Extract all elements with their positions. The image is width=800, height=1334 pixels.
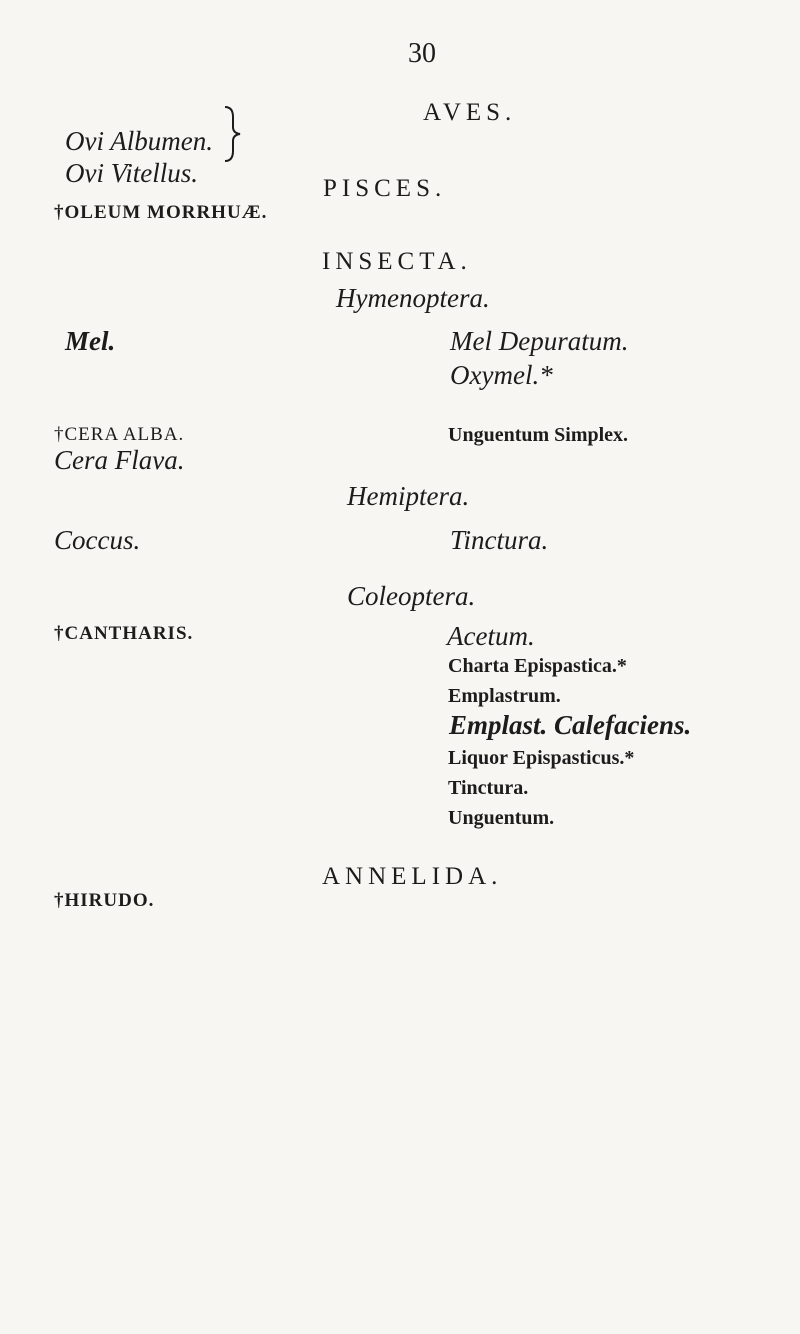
item-emplastrum: Emplastrum. <box>448 685 561 707</box>
item-charta-epispastica: Charta Epispastica.* <box>448 655 627 677</box>
page-number: 30 <box>408 38 436 69</box>
item-unguentum-simplex: Unguentum Simplex. <box>448 424 629 446</box>
subheading-hemiptera: Hemiptera. <box>347 481 470 511</box>
item-mel-depuratum: Mel Depuratum. <box>450 326 629 356</box>
item-cantharis: †CANTHARIS. <box>54 623 194 644</box>
item-ovi-vitellus: Ovi Vitellus. <box>65 158 198 188</box>
item-tinctura-italic: Tinctura. <box>450 525 549 555</box>
item-liquor-epispasticus: Liquor Epispasticus.* <box>448 747 635 769</box>
item-oxymel: Oxymel.* <box>450 360 553 390</box>
item-ovi-albumen: Ovi Albumen. <box>65 126 213 156</box>
heading-pisces: PISCES. <box>323 175 447 202</box>
item-coccus: Coccus. <box>54 525 141 555</box>
item-tinctura: Tinctura. <box>448 777 529 799</box>
item-acetum: Acetum. <box>447 621 535 651</box>
heading-insecta: INSECTA. <box>322 248 472 275</box>
subheading-coleoptera: Coleoptera. <box>347 581 476 611</box>
item-cera-flava: Cera Flava. <box>54 445 185 475</box>
item-emplast-calefaciens: Emplast. Calefaciens. <box>449 710 692 740</box>
item-unguentum: Unguentum. <box>448 807 555 829</box>
brace-icon <box>222 103 246 165</box>
item-cera-alba: †CERA ALBA. <box>54 424 185 445</box>
heading-aves: AVES. <box>423 99 517 126</box>
item-mel: Mel. <box>65 326 116 356</box>
heading-annelida: ANNELIDA. <box>322 863 503 890</box>
item-oleum-morrhuae: †OLEUM MORRHUÆ. <box>54 202 268 223</box>
subheading-hymenoptera: Hymenoptera. <box>336 283 490 313</box>
item-hirudo: †HIRUDO. <box>54 890 155 911</box>
